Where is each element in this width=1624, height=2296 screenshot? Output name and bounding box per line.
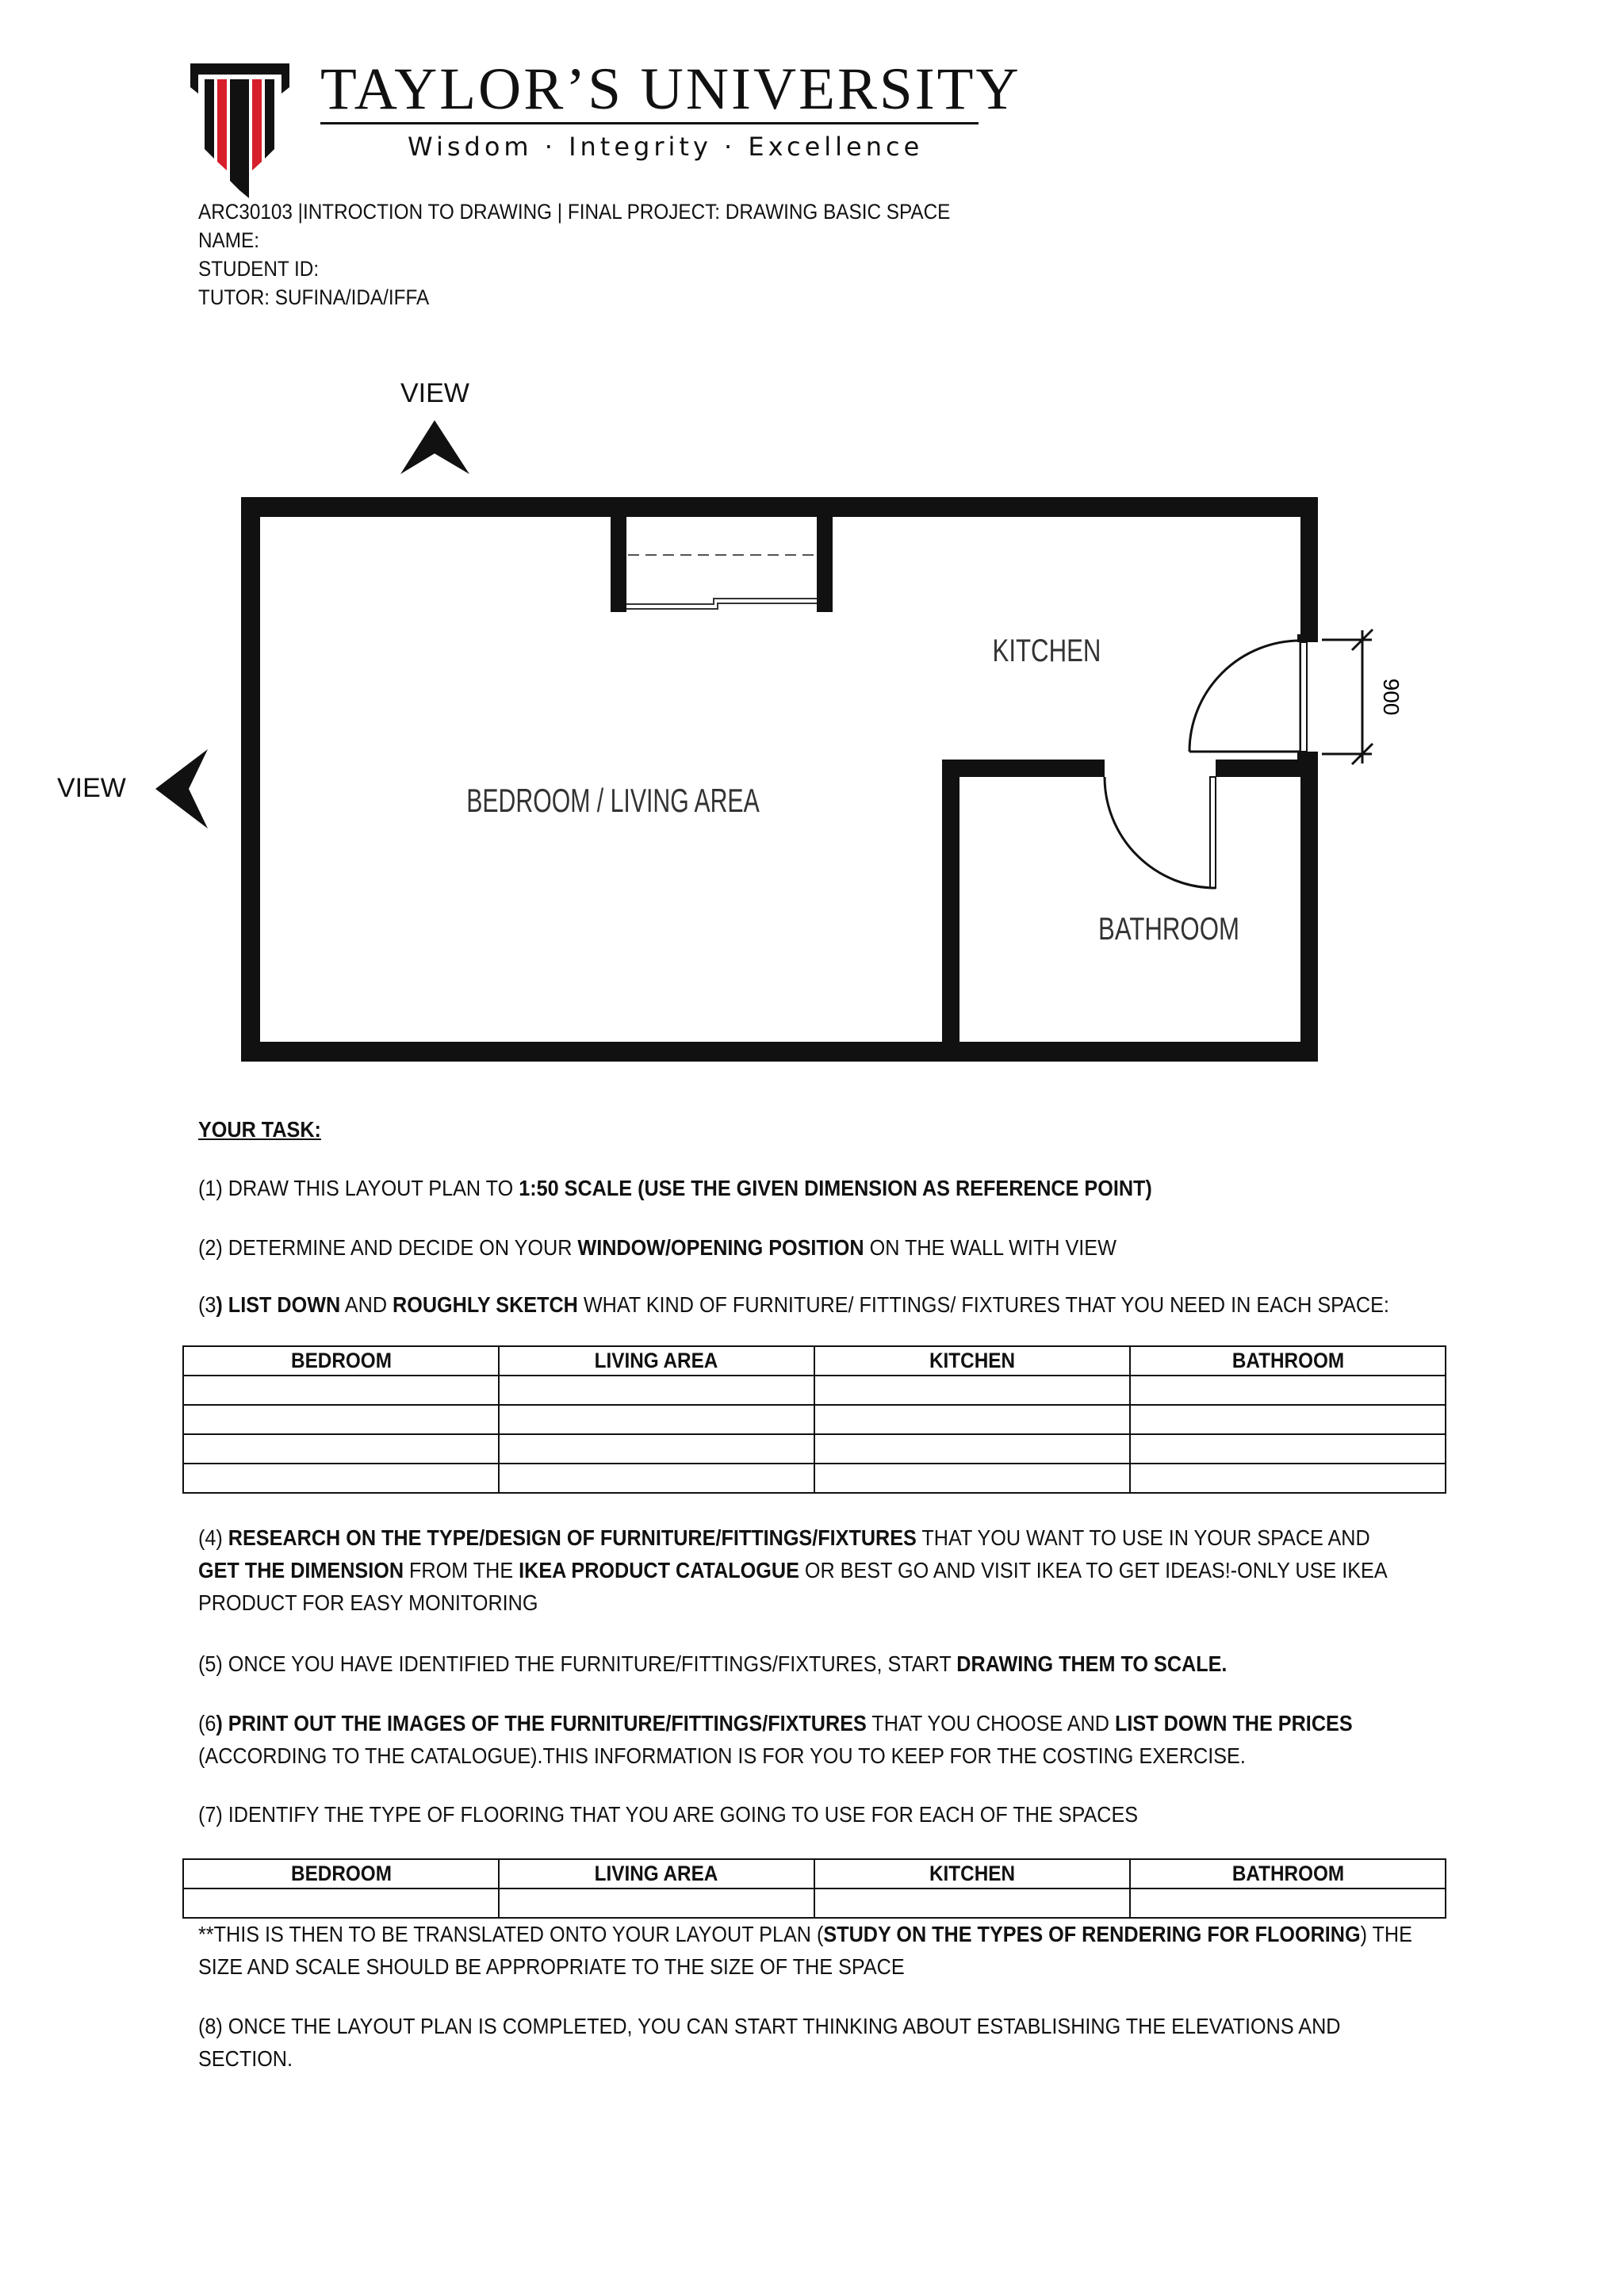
entrance-door-swing [1189, 641, 1300, 752]
name-field-label: NAME: [198, 228, 259, 252]
bathroom-wall-top-left [942, 760, 1105, 777]
floor-plan [0, 365, 1624, 1078]
table-row [183, 1888, 1446, 1918]
task-step-5: (5) ONCE YOU HAVE IDENTIFIED THE FURNITURE/FITTINGS/FIXTURES, START DRAWING THEM TO SCALE. [198, 1651, 1228, 1676]
bathroom-wall-left [942, 760, 959, 1062]
table-cell[interactable] [183, 1464, 499, 1493]
student-id-field-label: STUDENT ID: [198, 257, 320, 281]
university-tagline: Wisdom · Integrity · Excellence [408, 132, 924, 162]
dimension-label: 900 [1379, 678, 1404, 716]
table-header-bathroom: BATHROOM [1130, 1346, 1446, 1376]
table-cell[interactable] [1130, 1376, 1446, 1405]
view-left-label: VIEW [57, 773, 126, 803]
table-header-living-area: LIVING AREA [499, 1859, 814, 1888]
table-cell[interactable] [183, 1434, 499, 1464]
task-step-8: (8) ONCE THE LAYOUT PLAN IS COMPLETED, YOU CAN START THINKING ABOUT ESTABLISHING THE ELEVATIONS AND SECTION. [198, 2014, 1341, 2071]
table-row [183, 1464, 1446, 1493]
flooring-table [182, 1858, 1446, 1919]
table-cell[interactable] [814, 1434, 1130, 1464]
table-cell[interactable] [183, 1376, 499, 1405]
university-name: TAYLOR’S UNIVERSITY [320, 56, 1021, 122]
wall-right-upper [1300, 497, 1318, 640]
kitchen-label: KITCHEN [992, 633, 1101, 668]
table-cell[interactable] [499, 1434, 814, 1464]
table-cell[interactable] [1130, 1434, 1446, 1464]
table-cell[interactable] [814, 1464, 1130, 1493]
flooring-note: **THIS IS THEN TO BE TRANSLATED ONTO YOUR LAYOUT PLAN (STUDY ON THE TYPES OF RENDERING FOR FLOORING) THE SIZE AND SCALE SHOULD BE APPROPRIATE TO THE SIZE OF THE SPACE [198, 1922, 1412, 1979]
header-rule [320, 122, 979, 124]
table-cell[interactable] [814, 1405, 1130, 1434]
niche-wall-left [611, 517, 626, 612]
table-header-kitchen: KITCHEN [814, 1859, 1130, 1888]
bathroom-door-swing [1105, 777, 1216, 888]
table-cell[interactable] [183, 1888, 499, 1918]
task-step-1: (1) DRAW THIS LAYOUT PLAN TO 1:50 SCALE (USE THE GIVEN DIMENSION AS REFERENCE POINT) [198, 1176, 1152, 1200]
tutor-line: TUTOR: SUFINA/IDA/IFFA [198, 285, 430, 309]
task-step-6: (6) PRINT OUT THE IMAGES OF THE FURNITURE/FITTINGS/FIXTURES THAT YOU CHOOSE AND LIST DOWN THE PRICES (ACCORDING TO THE CATALOGUE).THIS INFORMATION IS FOR YOU TO KEEP FOR THE COSTING EXERCISE. [198, 1711, 1353, 1768]
table-cell[interactable] [1130, 1888, 1446, 1918]
table-header-living-area: LIVING AREA [499, 1346, 814, 1376]
bedroom-living-label: BEDROOM / LIVING AREA [466, 782, 760, 820]
bathroom-door-leaf [1210, 777, 1216, 888]
table-header-bedroom: BEDROOM [183, 1859, 499, 1888]
table-row [183, 1405, 1446, 1434]
wall-left [241, 497, 260, 1062]
task-step-2: (2) DETERMINE AND DECIDE ON YOUR WINDOW/OPENING POSITION ON THE WALL WITH VIEW [198, 1235, 1116, 1260]
task-step-7: (7) IDENTIFY THE TYPE OF FLOORING THAT YOU ARE GOING TO USE FOR EACH OF THE SPACES [198, 1802, 1139, 1827]
table-row [183, 1434, 1446, 1464]
table-cell[interactable] [499, 1888, 814, 1918]
table-cell[interactable] [1130, 1464, 1446, 1493]
table-cell[interactable] [814, 1376, 1130, 1405]
furniture-table [182, 1345, 1446, 1494]
table-cell[interactable] [499, 1405, 814, 1434]
task-step-3: (3) LIST DOWN AND ROUGHLY SKETCH WHAT KIND OF FURNITURE/ FITTINGS/ FIXTURES THAT YOU NEED IN EACH SPACE: [198, 1292, 1389, 1317]
table-header-bedroom: BEDROOM [183, 1346, 499, 1376]
bathroom-label: BATHROOM [1098, 911, 1239, 947]
wall-bottom [241, 1042, 1318, 1062]
wall-top [241, 497, 1318, 517]
view-left-arrow-icon [155, 749, 208, 828]
table-cell[interactable] [1130, 1405, 1446, 1434]
table-cell[interactable] [499, 1464, 814, 1493]
view-top-arrow-icon [400, 420, 469, 474]
task-heading: YOUR TASK: [198, 1117, 321, 1142]
table-header-bathroom: BATHROOM [1130, 1859, 1446, 1888]
bathroom-wall-top-right [1216, 760, 1300, 777]
table-cell[interactable] [183, 1405, 499, 1434]
view-top-label: VIEW [400, 378, 469, 408]
table-cell[interactable] [499, 1376, 814, 1405]
table-row [183, 1376, 1446, 1405]
table-header-kitchen: KITCHEN [814, 1346, 1130, 1376]
niche-wall-right [817, 517, 833, 612]
table-cell[interactable] [814, 1888, 1130, 1918]
course-title: ARC30103 |INTROCTION TO DRAWING | FINAL PROJECT: DRAWING BASIC SPACE [198, 200, 951, 224]
university-logo-mark [190, 63, 289, 198]
task-step-4: (4) RESEARCH ON THE TYPE/DESIGN OF FURNITURE/FITTINGS/FIXTURES THAT YOU WANT TO USE IN YOUR SPACE AND GET THE DIMENSION FROM THE IKEA PRODUCT CATALOGUE OR BEST GO AND VISIT IKEA TO GET IDEAS!-ONLY USE IKEA PRODUCT FOR EASY MONITORING [198, 1525, 1388, 1615]
wall-right-lower [1300, 753, 1318, 1062]
